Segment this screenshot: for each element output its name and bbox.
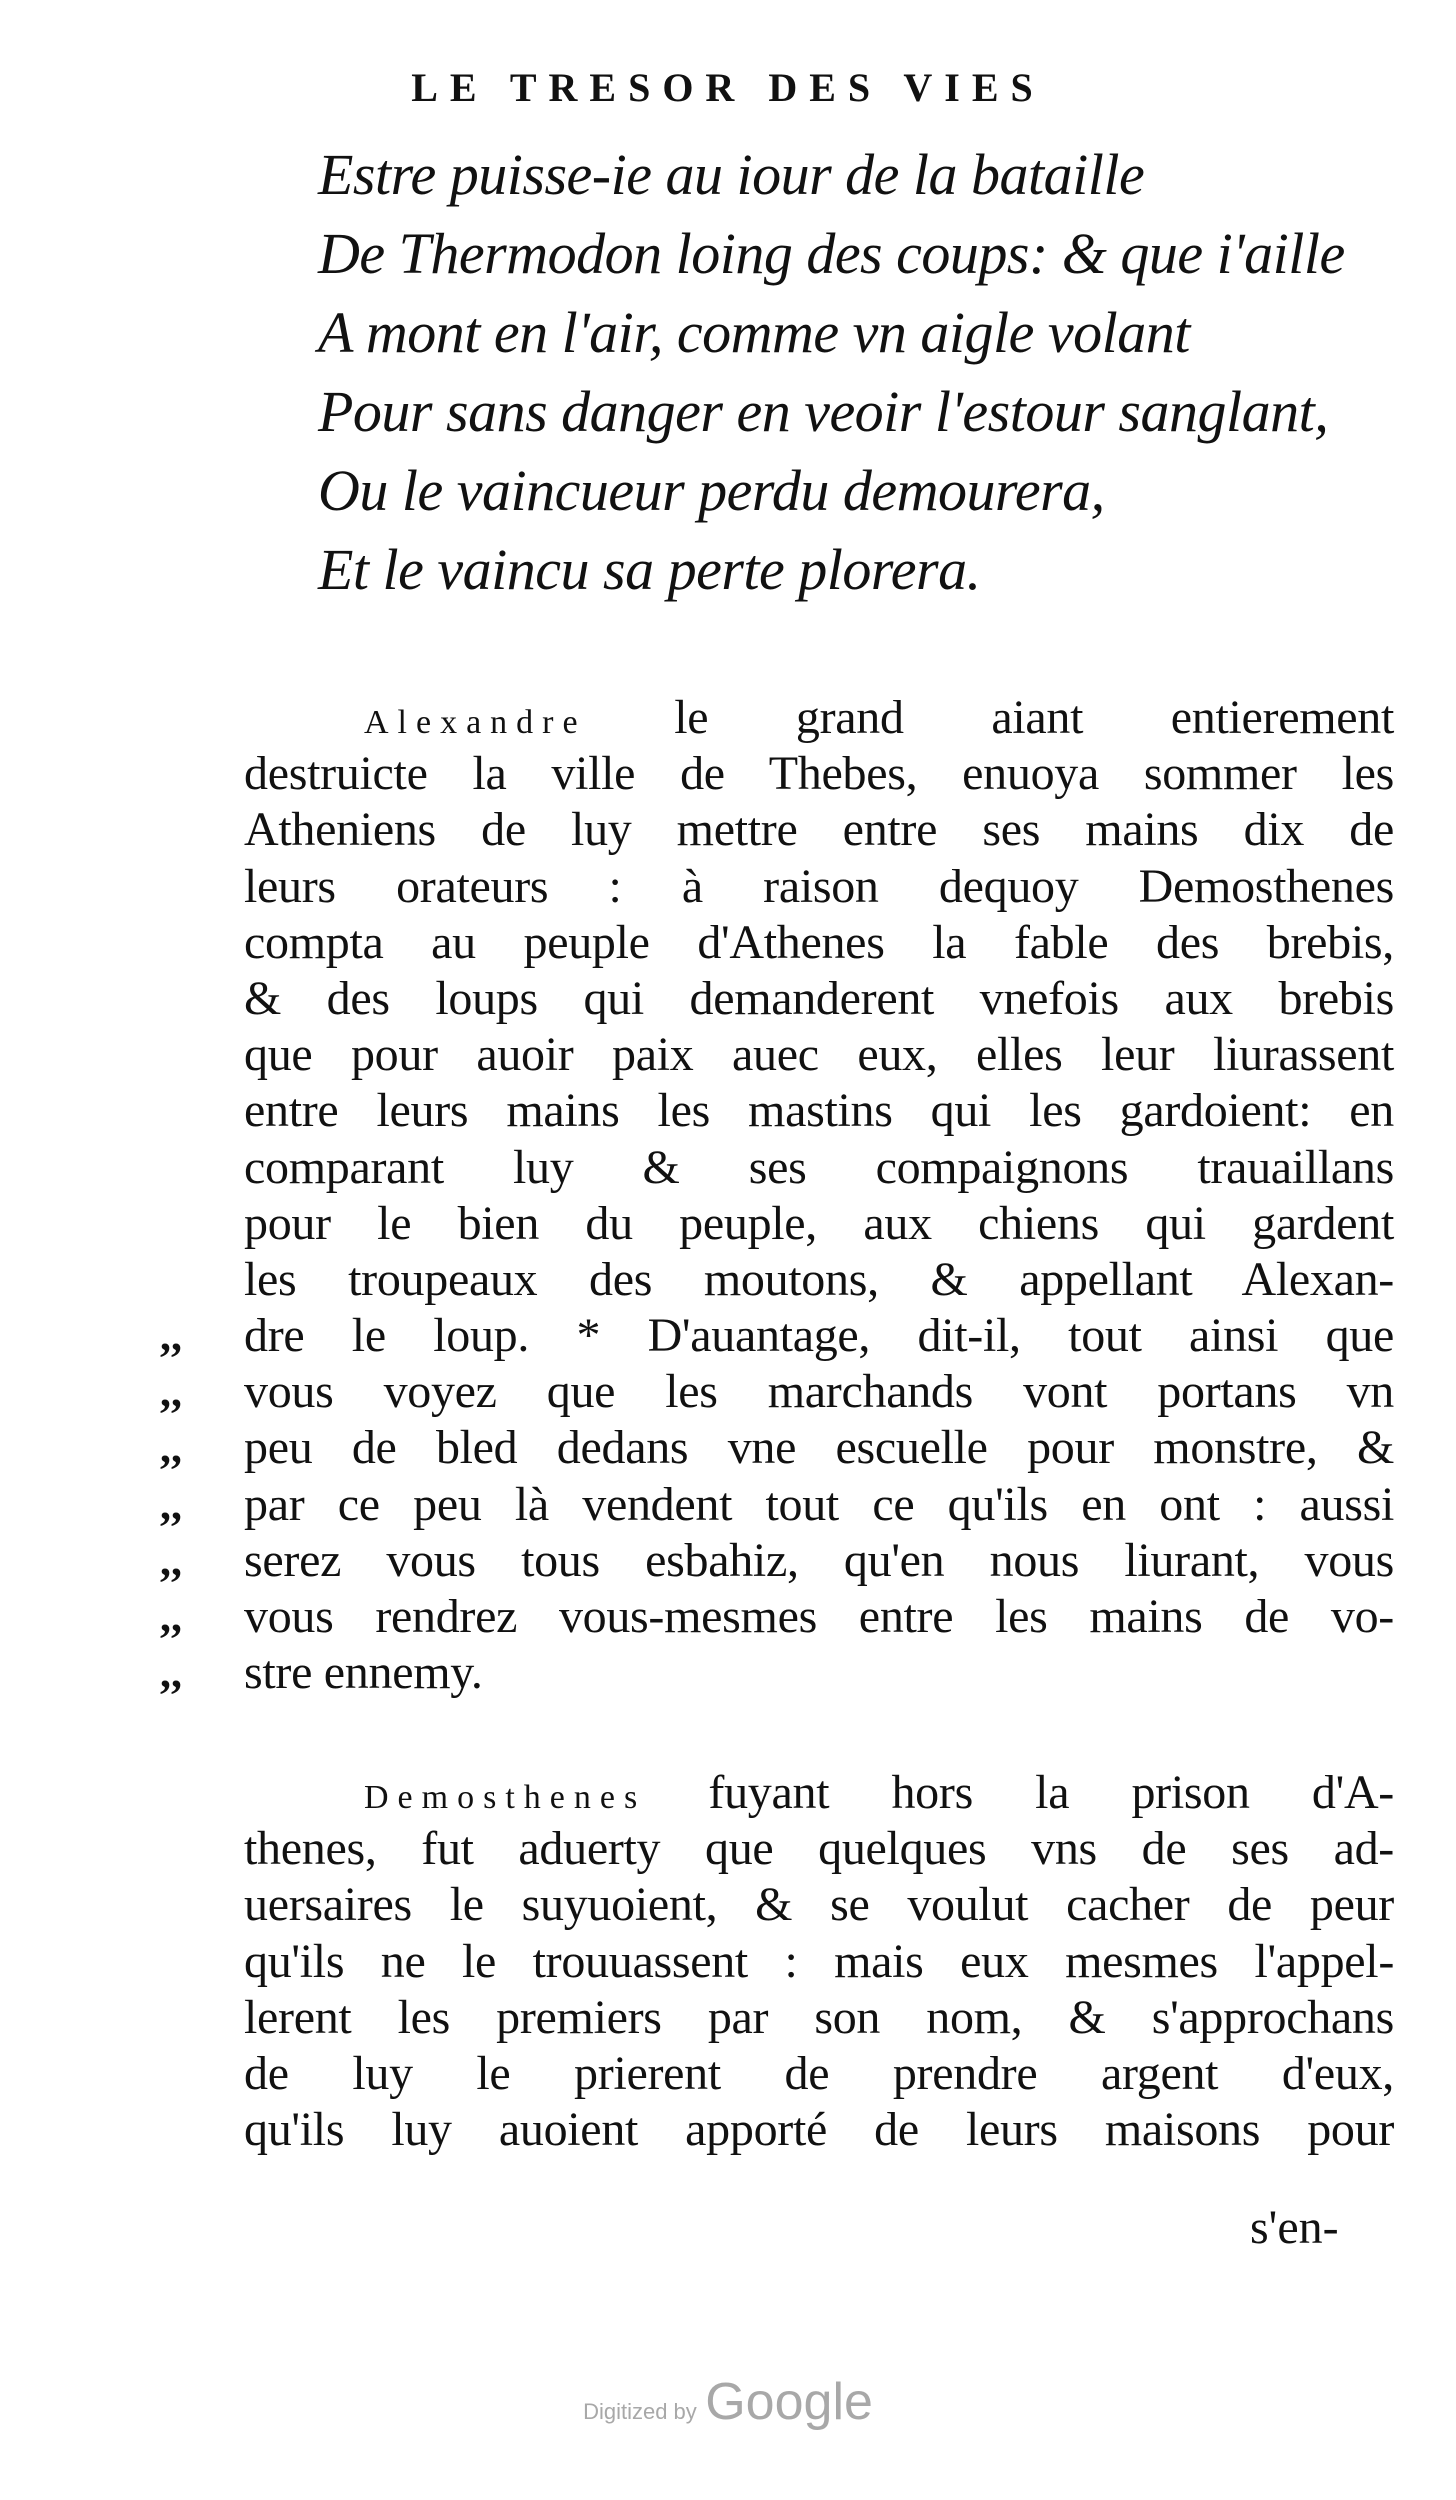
digitization-watermark: [0, 2372, 1456, 2432]
catchword: s'en-: [1250, 2201, 1339, 2254]
quote-mark: ,,: [160, 1423, 182, 1473]
paragraph-line: peu de bled dedans vne escuelle pour monstre, &: [244, 1421, 1394, 1475]
paragraph-line-text: fuyant hors la prison d'A-: [646, 1766, 1394, 1819]
quote-mark: ,,: [160, 1535, 182, 1585]
paragraph-line: compta au peuple d'Athenes la fable des brebis,: [244, 915, 1394, 969]
paragraph-line: lerent les premiers par son nom, & s'approchans: [244, 1990, 1394, 2044]
quote-mark: ,,: [160, 1367, 182, 1417]
paragraph-line: qu'ils luy auoient apporté de leurs maisons pour: [244, 2103, 1394, 2157]
paragraph-line: par ce peu là vendent tout ce qu'ils en ont : aussi: [244, 1477, 1394, 1531]
verse-block: [318, 135, 1345, 609]
paragraph-line: thenes, fut aduerty que quelques vns de ses ad-: [244, 1822, 1394, 1876]
quote-mark: ,,: [160, 1648, 182, 1698]
paragraph-line-text: le grand aiant entierement: [586, 691, 1394, 744]
verse-line: Ou le vaincueur perdu demourera,: [318, 458, 1105, 523]
margin-quote-marks: [160, 1308, 182, 1701]
paragraph-line: destruicte la ville de Thebes, enuoya sommer les: [244, 747, 1394, 801]
paragraph-line: serez vous tous esbahiz, qu'en nous liurant, vous: [244, 1533, 1394, 1587]
paragraph-line: comparant luy & ses compaignons trauaillans: [244, 1140, 1394, 1194]
paragraph-line: pour le bien du peuple, aux chiens qui gardent: [244, 1196, 1394, 1250]
paragraph-line: [244, 690, 1394, 746]
running-title: LE TRESOR DES VIES: [411, 65, 1045, 110]
paragraph-line: & des loups qui demanderent vnefois aux brebis: [244, 971, 1394, 1025]
paragraph-opening-word: Demosthenes: [364, 1779, 647, 1816]
verse-line: Et le vaincu sa perte plorera.: [318, 537, 981, 602]
paragraph-line: les troupeaux des moutons, & appellant Alexan-: [244, 1252, 1394, 1306]
digitized-by-label: Digitized by: [583, 2399, 697, 2424]
verse-line: A mont en l'air, comme vn aigle volant: [318, 300, 1190, 365]
paragraph-line: dre le loup. * D'auantage, dit-il, tout ainsi que: [244, 1309, 1394, 1363]
paragraph-line: que pour auoir paix auec eux, elles leur liurassent: [244, 1028, 1394, 1082]
verse-line: De Thermodon loing des coups: & que i'aille: [318, 221, 1345, 286]
verse-line: Estre puisse-ie au iour de la bataille: [318, 142, 1145, 207]
paragraph-alexandre: [244, 690, 1394, 1701]
paragraph-line: vous rendrez vous-mesmes entre les mains de vo-: [244, 1590, 1394, 1643]
paragraph-line: uersaires le suyuoient, & se voulut cacher de peur: [244, 1878, 1394, 1932]
paragraph-line: entre leurs mains les mastins qui les gardoient: en: [244, 1084, 1394, 1138]
paragraph-line: [244, 1765, 1394, 1821]
paragraph-line: stre ennemy.: [244, 1646, 483, 1700]
paragraph-line: Atheniens de luy mettre entre ses mains dix de: [244, 803, 1394, 857]
paragraph-line: qu'ils ne le trouuassent : mais eux mesmes l'appel-: [244, 1934, 1394, 1988]
paragraph-opening-word: Alexandre: [364, 704, 587, 741]
paragraph-demosthenes: [244, 1765, 1394, 2158]
paragraph-line: vous voyez que les marchands vont portans vn: [244, 1365, 1394, 1419]
verse-line: Pour sans danger en veoir l'estour sanglant,: [318, 379, 1329, 444]
google-logo: Google: [705, 2373, 873, 2431]
quote-mark: ,,: [160, 1591, 182, 1641]
quote-mark: ,,: [160, 1311, 182, 1360]
paragraph-line: leurs orateurs : à raison dequoy Demosthenes: [244, 859, 1394, 913]
paragraph-line: de luy le prierent de prendre argent d'eux,: [244, 2046, 1394, 2100]
quote-mark: ,,: [160, 1479, 182, 1529]
